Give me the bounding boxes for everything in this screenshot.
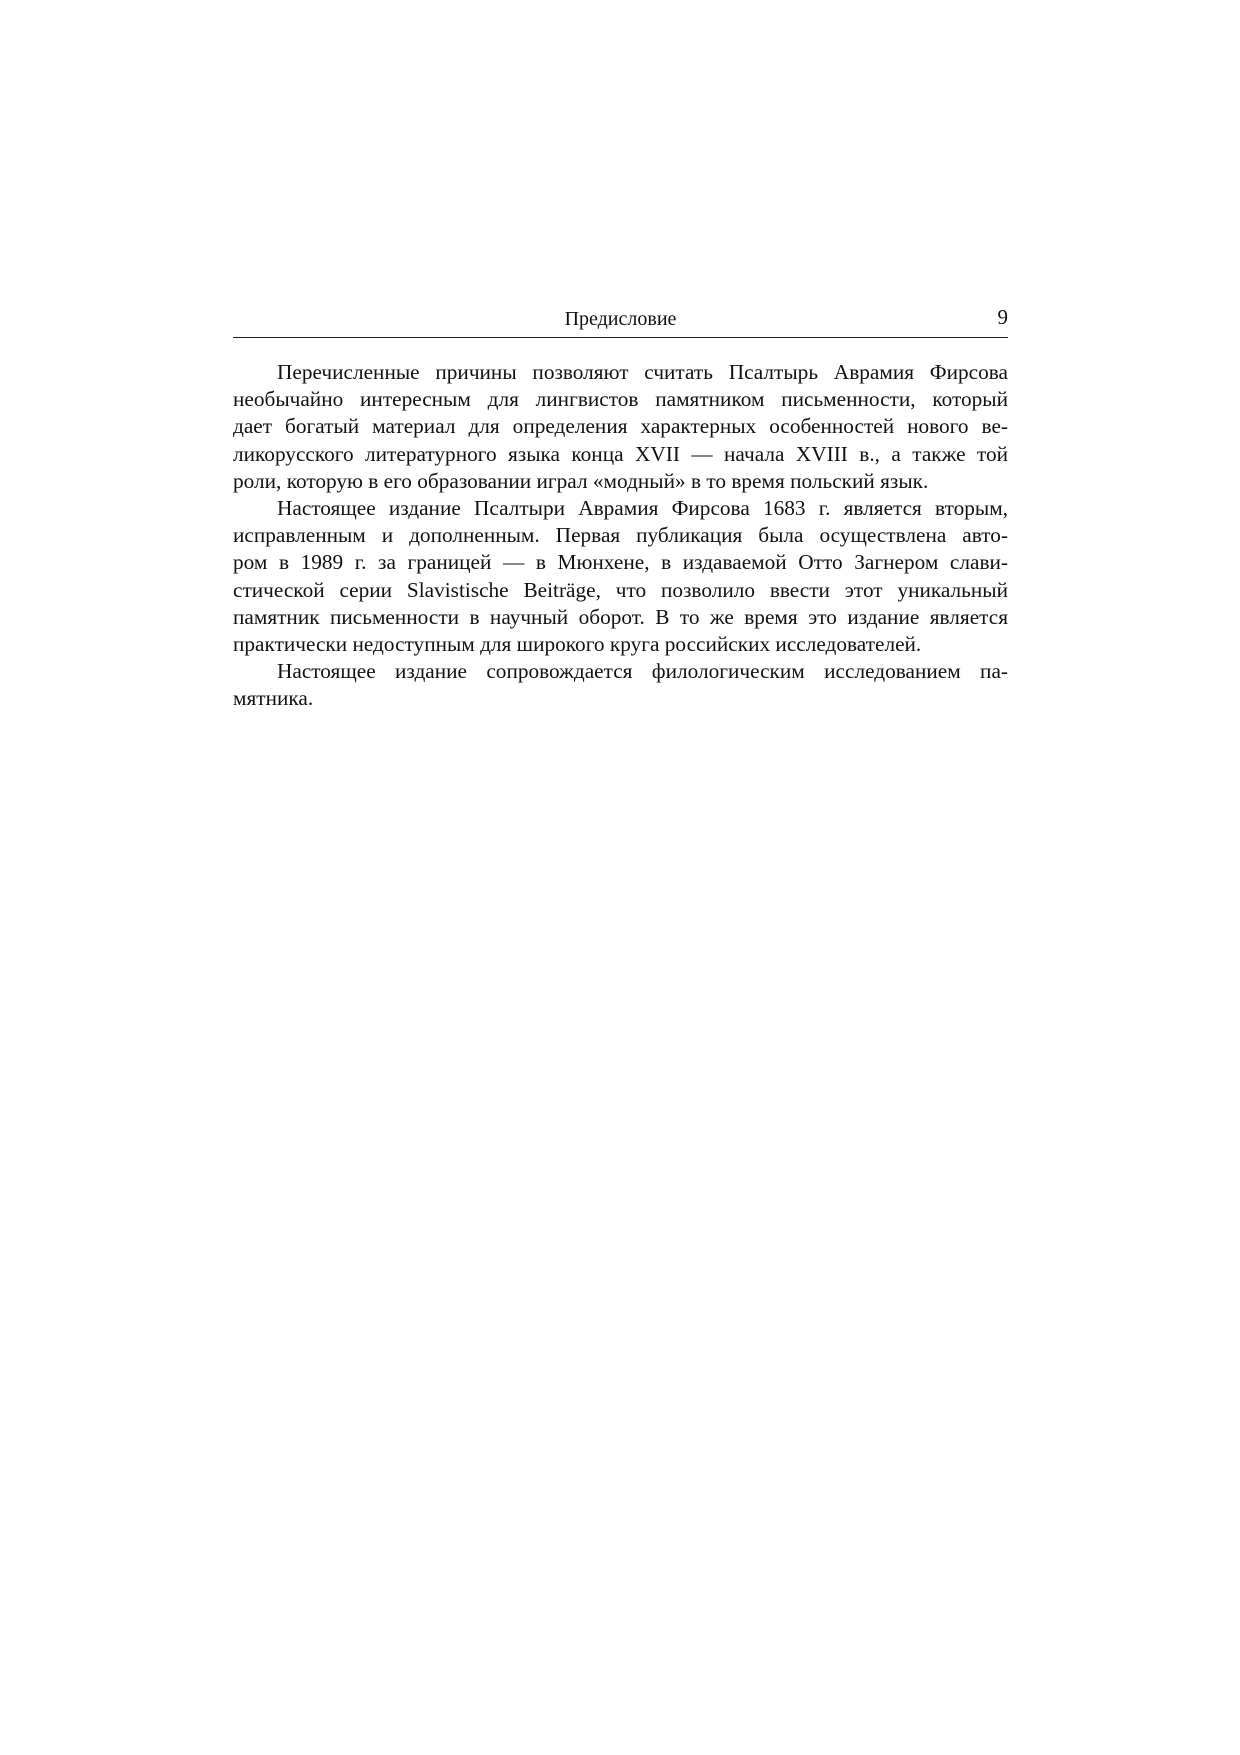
- text-line: дает богатый материал для определения характерных особенностей нового ве-: [233, 414, 1008, 439]
- text-line: Настоящее издание Псалтыри Аврамия Фирсова 1683 г. является вторым,: [277, 495, 1008, 520]
- text-line: памятник письменности в научный оборот. В то же время это издание является: [233, 604, 1008, 629]
- text-line: ром в 1989 г. за границей — в Мюнхене, в издаваемой Отто Загнером слави-: [233, 550, 1008, 575]
- page-number: 9: [997, 305, 1008, 329]
- text-line: необычайно интересным для лингвистов памятником письменности, который: [233, 387, 1008, 412]
- paragraph-2: [233, 495, 1008, 658]
- text-line: Перечисленные причины позволяют считать Псалтырь Аврамия Фирсова: [277, 360, 1008, 384]
- body-text: [233, 359, 1008, 712]
- text-line: практически недоступным для широкого круга российских исследователей.: [233, 631, 922, 656]
- text-line: роли, которую в его образовании играл «модный» в то время польский язык.: [233, 468, 929, 493]
- paragraph-3: [233, 658, 1008, 712]
- text-line: Настоящее издание сопровождается филологическим исследованием па-: [277, 659, 1008, 684]
- running-header: [233, 303, 1008, 338]
- text-line: стической серии Slavistische Beiträge, что позволило ввести этот уникальный: [233, 577, 1008, 602]
- text-line: мятника.: [233, 686, 314, 711]
- text-line: исправленным и дополненным. Первая публикация была осуществлена авто-: [233, 523, 1008, 548]
- paragraph-1: [233, 359, 1008, 495]
- text-line: ликорусского литературного языка конца XVII — начала XVIII в., а также той: [233, 441, 1008, 466]
- running-title: Предисловие: [564, 308, 677, 330]
